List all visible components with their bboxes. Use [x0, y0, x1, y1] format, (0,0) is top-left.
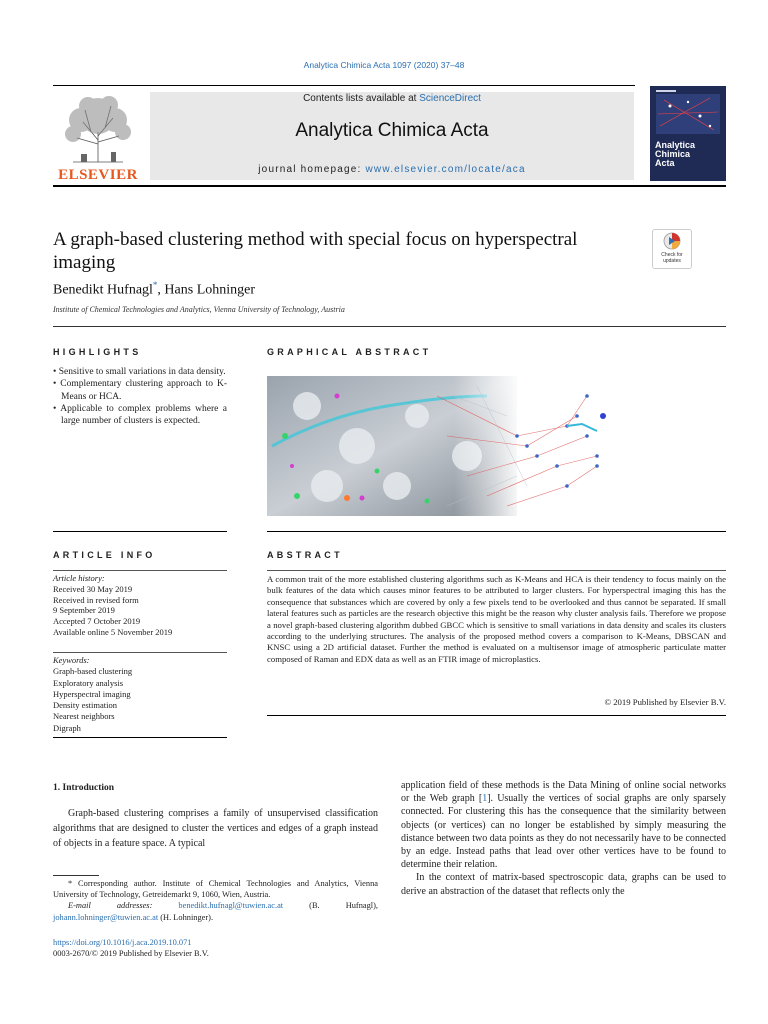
body-paragraph: Graph-based clustering comprises a family of unsupervised classification algorithms that are designed to cluster the vertices and edges of a graph instead of objects in a feature space. A typical [53, 808, 378, 850]
email-link[interactable]: johann.lohninger@tuwien.ac.at [53, 912, 159, 922]
body-paragraph: application field of these methods is the Data Mining of online social networks or the Web graph [1]. Usually the vertices of social graphs are only sparsely connected. For clustering this has the consequence that the similarity between objects (or vertices) can no longer be established by simply measuring the distance between two data points as they do not necessarily have to be connected by an edge. Instead paths that lead over other vertices have to be found to determine their relation. [401, 780, 726, 871]
footnote-rule [53, 875, 99, 876]
corresponding-author-mark[interactable]: * [152, 280, 158, 290]
graphical-abstract-bottom-rule [267, 531, 726, 532]
article-history: Article history: Received 30 May 2019 Received in revised form 9 September 2019 Accepted 7 October 2019 Available online 5 November 2019 [53, 570, 227, 638]
keyword: Exploratory analysis [53, 677, 124, 688]
abstract-copyright: © 2019 Published by Elsevier B.V. [604, 697, 726, 707]
graphical-abstract-image[interactable] [267, 376, 607, 516]
history-item: Accepted 7 October 2019 [53, 616, 141, 627]
list-item: • Complementary clustering approach to K-Means or HCA. [53, 379, 227, 402]
issn-line: 0003-2670/© 2019 Published by Elsevier B.V. [53, 949, 209, 958]
keywords: Keywords: Graph-based clustering Exploratory analysis Hyperspectral imaging Density estimation Nearest neighbors Digraph [53, 652, 227, 734]
crossmark-icon [653, 230, 691, 252]
contents-line: Contents lists available at ScienceDirect [303, 93, 481, 104]
article-info-bottom-rule [53, 737, 227, 738]
elsevier-wordmark: ELSEVIER [58, 167, 138, 183]
highlights-list [53, 366, 227, 427]
keyword: Digraph [53, 722, 81, 733]
history-item: 9 September 2019 [53, 605, 115, 616]
journal-title: Analytica Chimica Acta [295, 120, 489, 141]
cover-title: Analytica Chimica Acta [655, 140, 696, 168]
homepage-link[interactable]: www.elsevier.com/locate/aca [365, 164, 526, 175]
doi-link[interactable]: https://doi.org/10.1016/j.aca.2019.10.071 [53, 938, 192, 947]
abstract-heading: ABSTRACT [267, 550, 343, 560]
journal-reference[interactable]: Analytica Chimica Acta 1097 (2020) 37–48 [303, 60, 465, 70]
keyword: Nearest neighbors [53, 711, 115, 722]
header-top-rule [53, 85, 635, 86]
highlights-bottom-rule [53, 531, 227, 532]
keyword: Hyperspectral imaging [53, 688, 131, 699]
header-bottom-rule [53, 185, 726, 187]
author-name[interactable]: Hans Lohninger [164, 282, 256, 298]
footnote: * Corresponding author. Institute of Chemical Technologies and Analytics, Vienna University of Technology, Getreidemarkt 9, 1060, Wien, Austria. E-mail addresses: benedikt.hufnagl@tuwien.ac.at (B. Hufnagl), johann.lohninger@tuwien.ac.at (H. Lohninger). [53, 879, 379, 922]
abstract-text: A common trait of the more established clustering algorithms such as K-Means and HCA is their tendency to focus mainly on the bulk features of the data which causes minor features to be attributed to larger clusters. For hyperspectral imaging this has the consequence that substances which are covered by only a few pixels tend to be overlooked and thus cannot be separated. If small lateral features such as particles are the research objective this might be the reason why cluster analysis fails. Therefore we propose a novel graph-based clustering algorithm dubbed GBCC which is sensitive to small variations in data density and scales its clusters according to the underlying structures. The analysis of the proposed method covers a comparison to K-Means, DBSCAN and KNSC using a 2D artificial dataset. Further the method is evaluated on a multisensor image of atmospheric particulate matter composed of Raman and EDX data as well as an FTIR image of microplastics. [267, 570, 726, 665]
check-for-updates-button[interactable]: Check for updates [652, 229, 692, 269]
journal-cover-image [650, 86, 726, 181]
affiliation: Institute of Chemical Technologies and Analytics, Vienna University of Technology, Austria [53, 305, 345, 314]
article-info-heading: ARTICLE INFO [53, 550, 156, 560]
history-item: Received 30 May 2019 [53, 583, 133, 594]
body-paragraph: In the context of matrix-based spectroscopic data, graphs can be used to derive an abstraction of the dataset that reflects only the [401, 872, 726, 897]
sciencedirect-link[interactable]: ScienceDirect [419, 93, 481, 104]
section-heading: 1. Introduction [53, 783, 115, 793]
abstract-bottom-rule [267, 715, 726, 716]
body-column-right [401, 779, 726, 898]
list-item: • Applicable to complex problems where a large number of clusters is expected. [53, 403, 227, 427]
history-item: Available online 5 November 2019 [53, 626, 173, 637]
reference-link[interactable]: 1 [482, 793, 488, 805]
keyword: Density estimation [53, 700, 117, 711]
highlights-heading: HIGHLIGHTS [53, 347, 142, 357]
email-link[interactable]: benedikt.hufnagl@tuwien.ac.at [178, 901, 284, 911]
journal-homepage: journal homepage: www.elsevier.com/locate/aca [258, 164, 526, 175]
doi-block [53, 937, 209, 959]
keyword: Graph-based clustering [53, 666, 133, 677]
history-item: Received in revised form [53, 594, 139, 605]
author-name[interactable]: Benedikt Hufnagl [53, 282, 153, 298]
graphical-abstract-heading: GRAPHICAL ABSTRACT [267, 347, 432, 357]
list-item: • Sensitive to small variations in data density. [53, 367, 226, 377]
article-title: A graph-based clustering method with special focus on hyperspectral imaging [53, 229, 578, 273]
authors: Benedikt Hufnagl*, Hans Lohninger [53, 280, 256, 298]
affiliation-rule [53, 326, 726, 327]
